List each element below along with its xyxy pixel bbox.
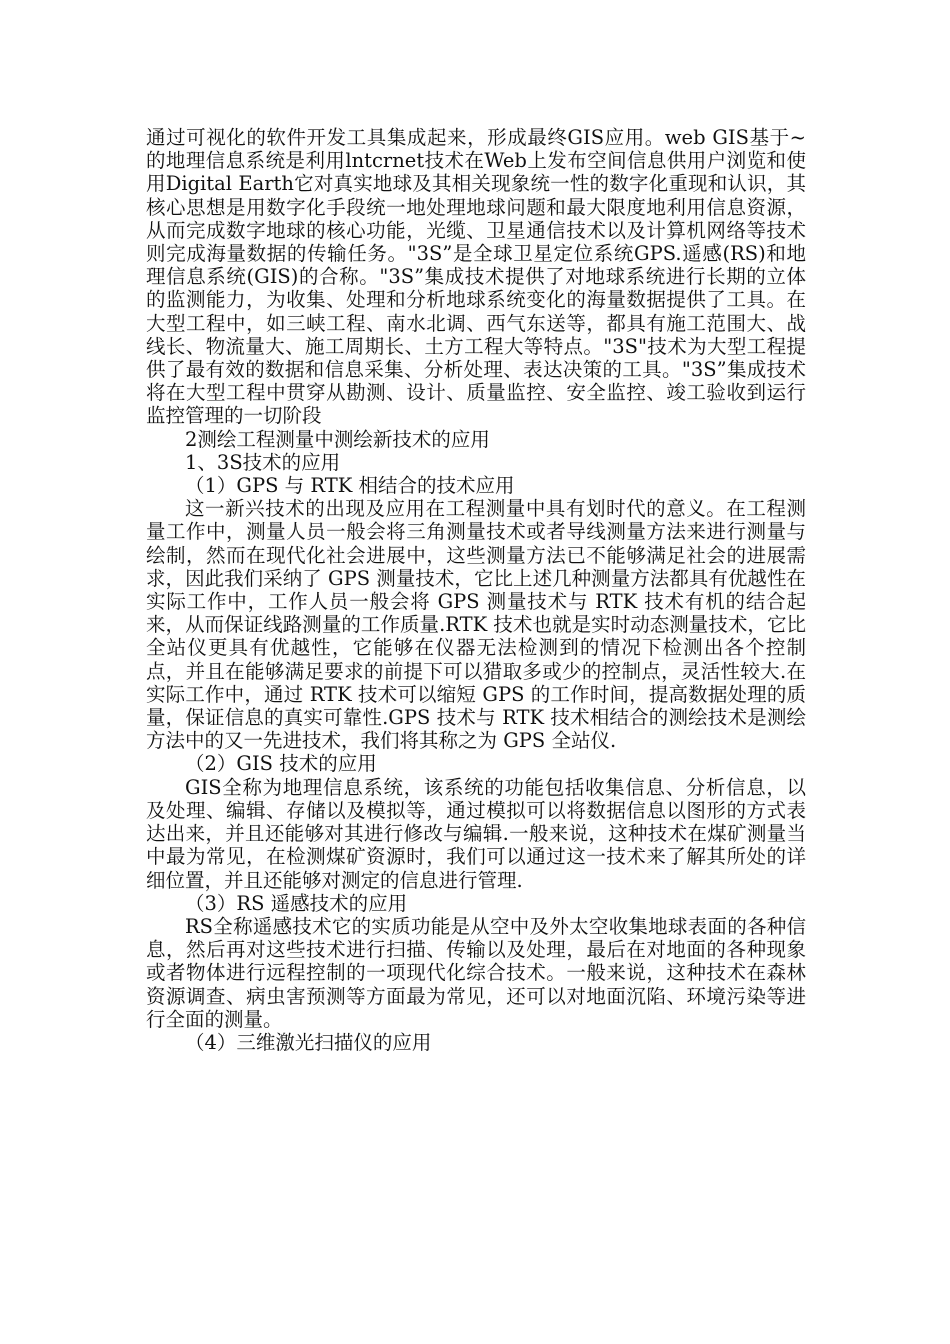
intro-paragraph: 通过可视化的软件开发工具集成起来，形成最终GIS应用。web GIS基于~的地理信息系统是利用lntcrnet技术在Web上发布空间信息供用户浏览和使用Digital Earth它对真实地球及其相关现象统一性的数字化重现和认识，其核心思想是用数字化手段统一地处理地球问题和最大限度地利用信息资源，从而完成数字地球的核心功能，光缆、卫星通信技术以及计算机网络等技术则完成海量数据的传输任务。"3S”是全球卫星定位系统GPS.遥感(RS)和地理信息系统(GIS)的合称。"3S”集成技术提供了对地球系统进行长期的立体的监测能力，为收集、处理和分析地球系统变化的海量数据提供了工具。在大型工程中，如三峡工程、南水北调、西气东送等，都具有施工范围大、战线长、物流量大、施工周期长、土方工程大等特点。"3S"技术为大型工程提供了最有效的数据和信息采集、分析处理、表达决策的工具。"3S”集成技术将在大型工程中贯穿从勘测、设计、质量监控、安全监控、竣工验收到运行监控管理的一切阶段	[146, 126, 806, 428]
item3-body: RS全称遥感技术它的实质功能是从空中及外太空收集地球表面的各种信息，然后再对这些技术进行扫描、传输以及处理，最后在对地面的各种现象或者物体进行远程控制的一项现代化综合技术。一般来说，这种技术在森林资源调查、病虫害预测等方面最为常见，还可以对地面沉陷、环境污染等进行全面的测量。	[146, 914, 806, 1031]
item4-heading: （4）三维激光扫描仪的应用	[185, 1030, 432, 1054]
item3-heading: （3）RS 遥感技术的应用	[185, 891, 408, 915]
document-body	[146, 126, 806, 1054]
item2-body: GIS全称为地理信息系统，该系统的功能包括收集信息、分析信息，以及处理、编辑、存储以及模拟等，通过模拟可以将数据信息以图形的方式表达出来，并且还能够对其进行修改与编辑.一般来说，这种技术在煤矿测量当中最为常见，在检测煤矿资源时，我们可以通过这一技术来了解其所处的详细位置，并且还能够对测定的信息进行管理.	[146, 775, 806, 892]
item1-body: 这一新兴技术的出现及应用在工程测量中具有划时代的意义。在工程测量工作中，测量人员一般会将三角测量技术或者导线测量方法来进行测量与绘制，然而在现代化社会进展中，这些测量方法已不能够满足社会的进展需求，因此我们采纳了 GPS 测量技术，它比上述几种测量方法都具有优越性在实际工作中，工作人员一般会将 GPS 测量技术与 RTK 技术有机的结合起来，从而保证线路测量的工作质量.RTK 技术也就是实时动态测量技术，它比全站仪更具有优越性，它能够在仪器无法检测到的情况下检测出各个控制点，并且在能够满足要求的前提下可以猎取多或少的控制点，灵活性较大.在实际工作中，通过 RTK 技术可以缩短 GPS 的工作时间，提高数据处理的质量，保证信息的真实可靠性.GPS 技术与 RTK 技术相结合的测绘技术是测绘方法中的又一先进技术，我们将其称之为 GPS 全站仪.	[146, 497, 806, 753]
section-heading: 2测绘工程测量中测绘新技术的应用	[185, 427, 490, 451]
subsection-heading: 1、3S技术的应用	[185, 450, 341, 474]
item2-heading: （2）GIS 技术的应用	[185, 752, 377, 776]
item1-heading: （1）GPS 与 RTK 相结合的技术应用	[185, 474, 515, 498]
